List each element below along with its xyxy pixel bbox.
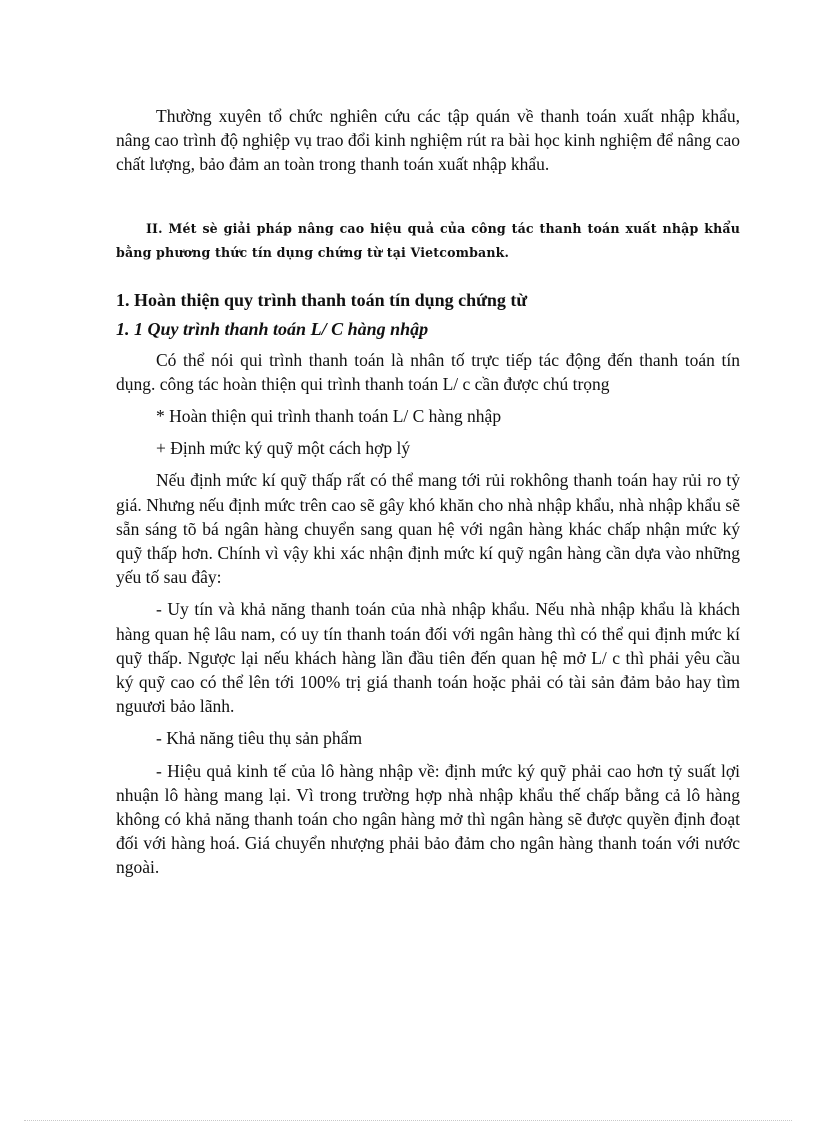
paragraph-deposit-risk: Nếu định mức kí quỹ thấp rất có thể mang tới rủi rokhông thanh toán hay rủi ro tỷ giá. Nhưng nếu định mức trên cao sẽ gây khó khăn cho nhà nhập khẩu, nhà nhập khẩu sẽ sẵn sáng tõ bá ngân hàng chuyển sang quan hệ với ngân hàng khác chấp nhận mức ký quỹ thấp hơn. Chính vì vậy khi xác nhận định mức kí quỹ ngân hàng cần dựa vào những yếu tố sau đây:	[116, 470, 740, 588]
heading-1: 1. Hoàn thiện quy trình thanh toán tín dụng chứng từ	[116, 289, 528, 310]
paragraph-deposit-level: + Định mức ký quỹ một cách hợp lý	[156, 438, 411, 459]
section-heading: II. Mét sè giải pháp nâng cao hiệu quả của công tác thanh toán xuất nhập khẩu bằng phương thức tín dụng chứng từ tại Vietcombank.	[116, 220, 740, 260]
intro-paragraph: Thường xuyên tổ chức nghiên cứu các tập quán về thanh toán xuất nhập khẩu, nâng cao trình độ nghiệp vụ trao đổi kinh nghiệm rút ra bài học kinh nghiệm để nâng cao chất lượng, bảo đảm an toàn trong thanh toán xuất nhập khẩu.	[116, 106, 741, 175]
paragraph-reputation: - Uy tín và khả năng thanh toán của nhà nhập khẩu. Nếu nhà nhập khẩu là khách hàng quan hệ lâu nam, có uy tín thanh toán đối với ngân hàng thì có thể qui định mức kí quỹ thấp. Ngược lại nếu khách hàng lần đầu tiên đến quan hệ mở L/ c thì phải yêu cầu ký quỹ cao có thể lên tới 100% trị giá thanh toán hoặc phải có tài sản đảm bảo hay tìm nguươi bảo lãnh.	[116, 599, 740, 717]
paragraph-consumption: - Khả năng tiêu thụ sản phẩm	[156, 728, 363, 749]
page-bottom-divider	[24, 1120, 792, 1121]
document-page	[116, 104, 740, 880]
heading-1-1: 1. 1 Quy trình thanh toán L/ C hàng nhập	[116, 318, 429, 339]
paragraph-economic-efficiency: - Hiệu quả kinh tế của lô hàng nhập về: định mức ký quỹ phải cao hơn tỷ suất lợi nhuận lô hàng mang lại. Vì trong trường hợp nhà nhập khẩu thế chấp bằng cả lô hàng không có khả năng thanh toán cho ngân hàng mở thì ngân hàng sẽ được quyền định đoạt đối với hàng hoá. Giá chuyển nhượng phải bảo đảm cho ngân hàng thanh toán với nước ngoài.	[116, 760, 740, 878]
paragraph-process: Có thể nói qui trình thanh toán là nhân tố trực tiếp tác động đến thanh toán tín dụng. công tác hoàn thiện qui trình thanh toán L/ c cần được chú trọng	[116, 349, 740, 394]
paragraph-improve-lc: * Hoàn thiện qui trình thanh toán L/ C hàng nhập	[156, 406, 502, 427]
